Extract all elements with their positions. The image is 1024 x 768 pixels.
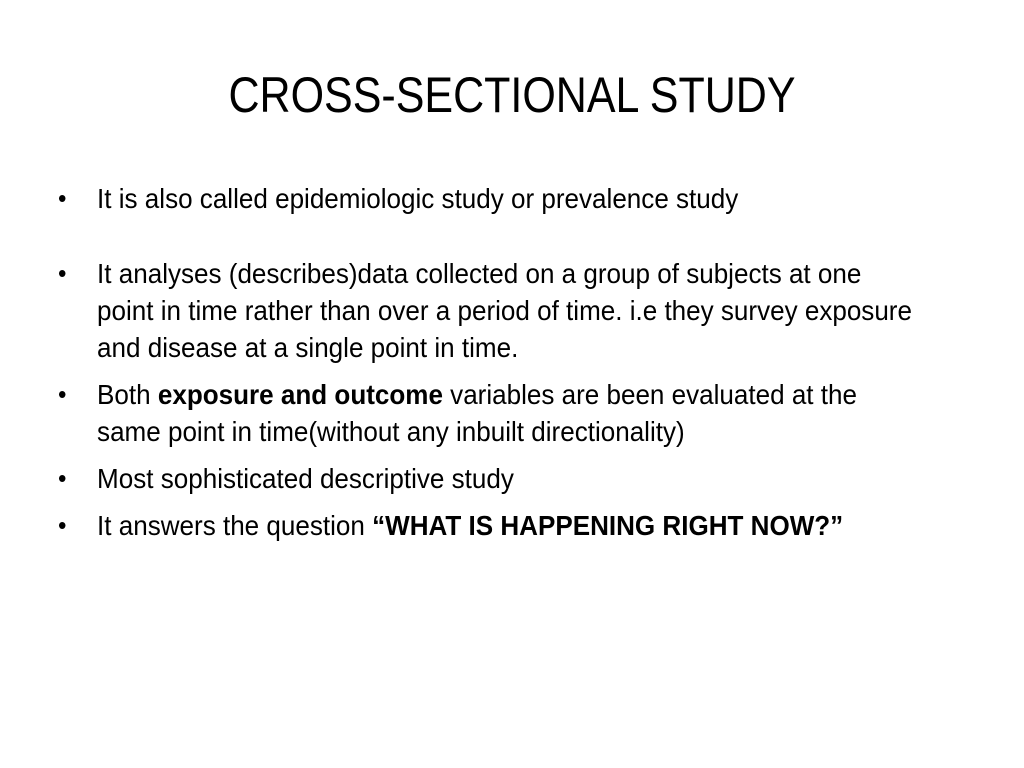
bullet-item-4 [58, 460, 923, 497]
bullet-dot-icon: • [58, 183, 67, 213]
bullet-text: It analyses (describes)data collected on a group of subjects at one point in time rather than over a period of time. i.e they survey exposure and disease at a single point in time. [97, 258, 912, 363]
bullet-dot-icon: • [58, 258, 67, 288]
bullet-text-lead: Both [97, 379, 158, 410]
bullet-text-tail: variables are been evaluated at the same point in time(without any inbuilt directionality) [97, 379, 857, 447]
bullet-list [58, 180, 988, 554]
bullet-dot-icon: • [58, 379, 67, 409]
slide-title: CROSS-SECTIONAL STUDY [228, 67, 796, 123]
bullet-item-5 [58, 507, 923, 544]
bullet-text-emphasis: exposure and outcome [157, 379, 443, 410]
bullet-text-lead: It answers the question [97, 510, 373, 541]
bullet-dot-icon: • [58, 463, 67, 493]
bullet-text-emphasis: “WHAT IS HAPPENING RIGHT NOW?” [372, 510, 844, 541]
bullet-item-3 [58, 376, 923, 450]
bullet-text: Most sophisticated descriptive study [97, 463, 514, 494]
bullet-item-1 [58, 180, 923, 217]
bullet-dot-icon: • [58, 510, 67, 540]
bullet-item-2 [58, 255, 923, 366]
bullet-text: It is also called epidemiologic study or prevalence study [97, 183, 739, 214]
